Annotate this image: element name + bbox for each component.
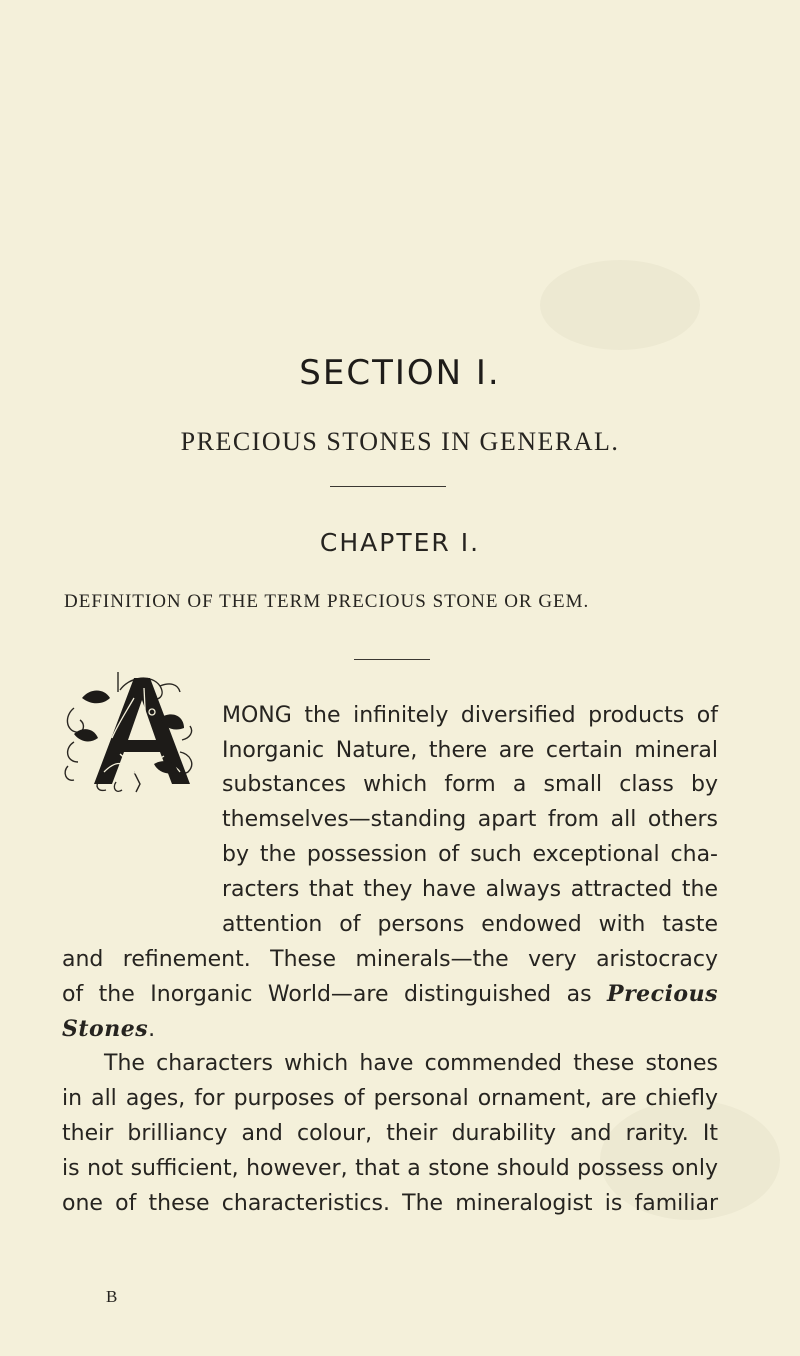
text-line: The characters which have commended these stones	[104, 1051, 718, 1076]
text-line: one of these characteristics. The mineralogist is familiar	[62, 1191, 718, 1216]
sentence-end: .	[148, 1017, 156, 1042]
text-line: Inorganic Nature, there are certain mineral	[222, 738, 718, 763]
emphasized-term: Precious	[607, 981, 718, 1007]
text-line: and refinement. These minerals—the very aristocracy	[62, 947, 718, 972]
chapter-heading: CHAPTER I.	[319, 528, 481, 557]
divider-rule	[330, 486, 446, 487]
text-line: in all ages, for purposes of personal ornament, are chiefly	[62, 1086, 718, 1111]
text-line: by the possession of such exceptional cha-	[222, 842, 718, 867]
chapter-divider-rule	[354, 659, 430, 660]
text-line: themselves—standing apart from all others	[222, 807, 718, 832]
text-line	[62, 981, 718, 1007]
text-line: MONG the infinitely diversified products of	[222, 703, 718, 728]
paper-stain	[540, 260, 700, 350]
ornamental-drop-cap-a	[60, 668, 208, 794]
emphasized-term: Stones	[62, 1016, 149, 1042]
signature-mark: B	[106, 1287, 118, 1306]
text-line: attention of persons endowed with taste	[222, 912, 718, 937]
text-line	[62, 1016, 155, 1042]
chapter-title: DEFINITION OF THE TERM PRECIOUS STONE OR GEM.	[64, 591, 590, 612]
section-subtitle: PRECIOUS STONES IN GENERAL.	[180, 427, 620, 456]
text-line: their brilliancy and colour, their durability and rarity. It	[62, 1121, 718, 1146]
text-line: racters that they have always attracted the	[222, 877, 718, 902]
text-line-content: of the Inorganic World—are distinguished as	[62, 982, 592, 1007]
text-line: is not sufficient, however, that a stone should possess only	[62, 1156, 718, 1181]
text-line: substances which form a small class by	[222, 772, 718, 797]
section-heading: SECTION I.	[299, 353, 501, 393]
